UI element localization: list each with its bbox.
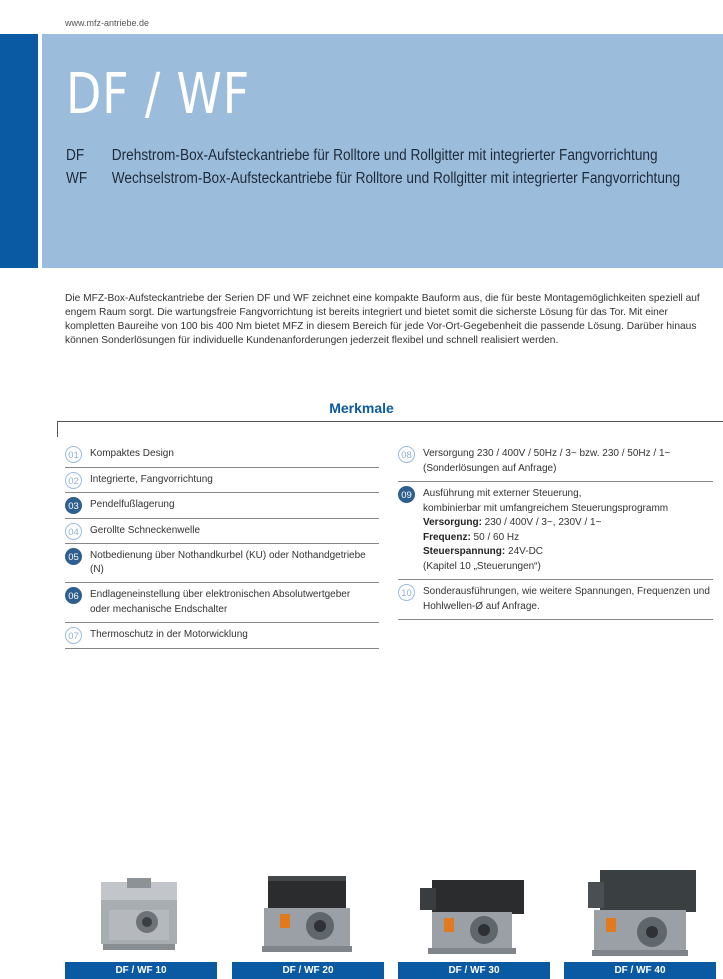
feature-text-line: Versorgung 230 / 400V / 50Hz / 3~ bzw. 230 / 50Hz / 1~ (423, 448, 671, 459)
feature-item (65, 519, 379, 545)
drive-unit-image (65, 860, 217, 960)
feature-text: Pendelfußlagerung (90, 499, 175, 510)
product-label: DF / WF 10 (65, 962, 217, 979)
feature-text-line: kombinierbar mit umfangreichem Steuerungsprogramm (423, 502, 669, 514)
subtitle-code: DF (66, 147, 85, 164)
feature-text-line: Ausführung mit externer Steuerung, (423, 488, 582, 499)
feature-number-badge: 05 (65, 548, 82, 565)
feature-text-line: Hohlwellen-Ø auf Anfrage. (423, 600, 540, 612)
feature-item (65, 468, 379, 494)
feature-number-badge: 01 (65, 446, 82, 463)
spec-value: 50 / 60 Hz (470, 531, 520, 543)
product-strip (0, 860, 723, 979)
features-right-column (398, 442, 713, 620)
feature-text: Gerollte Schneckenwelle (90, 524, 201, 536)
drive-unit-image (398, 860, 550, 960)
feature-number-badge: 09 (398, 486, 415, 503)
drive-unit-image (232, 860, 384, 960)
feature-number-badge: 07 (65, 627, 82, 644)
product-label: DF / WF 30 (398, 962, 550, 979)
spec-value: 24V-DC (505, 546, 544, 557)
feature-number-badge: 08 (398, 446, 415, 463)
spec-key: Frequenz: (423, 531, 471, 543)
feature-number-badge: 04 (65, 523, 82, 540)
features-divider (57, 421, 723, 422)
subtitle-wf (66, 170, 680, 188)
header-banner (42, 34, 723, 268)
feature-text-line: oder mechanische Endschalter (90, 603, 228, 615)
feature-text-line: Sonderausführungen, wie weitere Spannungen, Frequenzen und (423, 586, 710, 597)
product-label: DF / WF 40 (564, 962, 716, 979)
feature-text-line: Endlageneinstellung über elektronischen Absolutwertgeber (90, 589, 351, 600)
drive-unit-image (564, 860, 716, 960)
product-label: DF / WF 20 (232, 962, 384, 979)
feature-item (398, 482, 713, 580)
feature-text-line: (Kapitel 10 „Steuerungen“) (423, 560, 541, 572)
website-url[interactable]: www.mfz-antriebe.de (65, 18, 150, 28)
feature-text: Kompaktes Design (90, 448, 174, 459)
feature-spec-line (423, 515, 713, 530)
feature-text: Integrierte, Fangvorrichtung (90, 473, 213, 485)
subtitle-text: Drehstrom-Box-Aufsteckantriebe für Rolltore und Rollgitter mit integrierter Fangvorrichtung (111, 147, 658, 164)
feature-spec-line (423, 530, 713, 545)
product-df-wf-10 (65, 860, 217, 979)
feature-number-badge: 03 (65, 497, 82, 514)
feature-number-badge: 06 (65, 587, 82, 604)
features-left-column (65, 442, 379, 649)
subtitle-df (66, 147, 658, 165)
feature-text-line: (Sonderlösungen auf Anfrage) (423, 462, 557, 474)
feature-item (65, 623, 379, 649)
feature-number-badge: 10 (398, 584, 415, 601)
brand-side-bar (0, 34, 38, 268)
feature-item (65, 544, 379, 583)
feature-item (398, 580, 713, 620)
product-df-wf-20 (232, 860, 384, 979)
subtitle-text: Wechselstrom-Box-Aufsteckantriebe für Rolltore und Rollgitter mit integrierter Fangvorrichtung (111, 170, 681, 187)
intro-paragraph: Die MFZ-Box-Aufsteckantriebe der Serien DF und WF zeichnet eine kompakte Bauform aus, die für beste Montagemöglichkeiten speziell auf engem Raum sorgt. Die wartungsfreie Fangvorrichtung ist bereits integriert und bietet somit die sicherste Lösung für das Tor. Mit einer kompletten Baureihe von 100 bis 400 Nm bietet MFZ in diesem Bereich für jede Vor-Ort-Gegebenheit die passende Lösung. Darüber hinaus können Sonderlösungen für individuelle Kundenanforderungen jederzeit flexibel und schnell realisiert werden. (65, 293, 700, 346)
feature-item (65, 493, 379, 519)
subtitle-code: WF (66, 170, 88, 187)
features-divider-tick (57, 421, 58, 437)
page-title: DF / WF (66, 62, 251, 127)
product-df-wf-40 (564, 860, 716, 979)
feature-spec-line (423, 544, 713, 559)
feature-text: Thermoschutz in der Motorwicklung (90, 629, 248, 640)
product-df-wf-30 (398, 860, 550, 979)
spec-key: Steuerspannung: (423, 546, 506, 557)
feature-item (398, 442, 713, 482)
spec-value: 230 / 400V / 3~, 230V / 1~ (481, 517, 602, 528)
feature-item (65, 583, 379, 623)
features-heading: Merkmale (329, 400, 394, 416)
feature-number-badge: 02 (65, 472, 82, 489)
feature-item (65, 442, 379, 468)
spec-key: Versorgung: (423, 517, 482, 528)
feature-text: Notbedienung über Nothandkurbel (KU) oder Nothandgetriebe (N) (90, 550, 366, 575)
